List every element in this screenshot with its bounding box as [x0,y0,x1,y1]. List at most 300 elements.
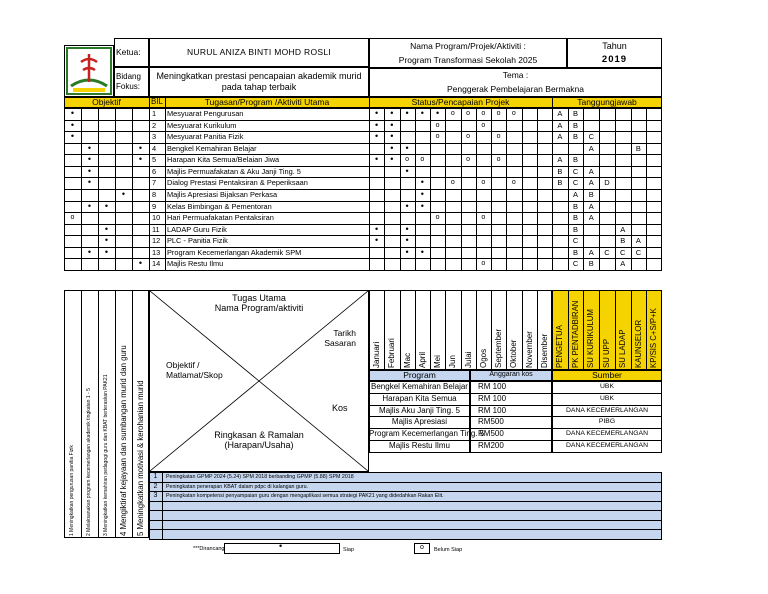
role-label: SU KURIKULUM [586,309,596,368]
grid-line [400,189,401,201]
grid-line [81,120,82,132]
grid-line [81,235,82,247]
responsibility-marker: C [619,247,626,257]
objective-marker: • [70,131,75,142]
grid-line [115,224,116,236]
grid-line [132,189,133,201]
status-marker: o [450,179,455,187]
budget-anggaran-label: Anggaran kos [489,371,533,378]
grid-line [165,108,166,120]
status-marker: o [435,121,440,129]
grid-line [461,120,462,132]
grid-line [646,120,647,132]
status-marker: • [390,142,394,153]
grid-line [81,212,82,224]
grid-line [506,189,507,201]
grid-line [461,177,462,189]
budget-sumber: DANA KECEMERLANGAN [566,406,648,414]
task-bil: 6 [152,166,157,176]
status-marker: o [481,179,486,187]
grid-line [491,189,492,201]
grid-line [522,131,523,143]
grid-line [476,224,477,236]
grid-line [599,212,600,224]
budget-program-label: Program [403,370,436,380]
grid-line [476,166,477,178]
grid-line [162,501,163,511]
grid-line [537,166,538,178]
grid-line [81,131,82,143]
responsibility-marker: A [557,109,563,118]
grid-line [476,189,477,201]
budget-program: Bengkel Kemahiran Belajar [371,382,468,391]
objective-marker: • [138,154,143,165]
grid-line [522,143,523,155]
grid-line [491,177,492,189]
grid-line [552,189,553,201]
task-bil: 2 [152,120,157,130]
status-marker: • [405,223,409,234]
grid-line [646,177,647,189]
grid-line [615,120,616,132]
grid-line [115,131,116,143]
grid-line [132,224,133,236]
grid-line [476,201,477,213]
responsibility-marker: B [573,224,579,234]
grid-line [98,189,99,201]
objective-text: 1 Meningkatkan pengurusan panitia Fizik [69,445,75,536]
task-name: Majlis Permuafakatan & Aku Janji Ting. 5 [167,166,301,176]
grid-line [81,224,82,236]
grid-line [461,290,462,370]
grid-line [415,224,416,236]
col-objektif: Objektif [92,97,121,107]
responsibility-marker: C [604,247,610,257]
grid-line [506,224,507,236]
grid-line [369,212,370,224]
status-marker: o [481,121,486,129]
grid-line [522,258,523,270]
budget-program: Harapan Kita Semua [382,393,457,403]
task-name: Harapan Kita Semua/Belaian Jiwa [167,155,280,165]
grid-line [132,290,133,538]
grid-line [384,224,385,236]
month-label: April [417,351,427,368]
budget-program: Majlis Aku Janji Ting. 5 [379,405,460,415]
grid-line [115,258,116,270]
grid-line [631,212,632,224]
grid-line [165,166,166,178]
task-bil: 14 [152,259,161,269]
responsibility-marker: A [557,132,563,142]
responsibility-marker: B [557,166,563,176]
program-name: Program Transformasi Sekolah 2025 [398,55,538,65]
grid-line [149,212,150,224]
grid-line [115,247,116,259]
grid-line [461,247,462,259]
grid-line [522,166,523,178]
status-marker: o [466,110,471,117]
responsibility-marker: C [572,166,579,176]
grid-line [537,154,538,166]
grid-line [631,224,632,236]
role-label: SU LADAP [617,329,627,368]
grid-line [132,131,133,143]
grid-line [506,212,507,224]
responsibility-marker: C [572,259,579,269]
col-tanggungjawab: Tanggungjawab [577,97,637,107]
grid-line [491,290,492,370]
objective-text: 4 Mengiktiraf kejayaan dan sumbangan murid dan guru [119,345,128,536]
grid-line [149,143,150,155]
status-marker: o [481,260,486,268]
grid-line [98,143,99,155]
grid-line [415,166,416,178]
grid-line [98,258,99,270]
grid-line [568,143,569,155]
status-marker: o [496,156,501,164]
task-bil: 9 [152,201,157,211]
grid-line [132,247,133,259]
grid-line [506,120,507,132]
grid-line [491,166,492,178]
task-bil: 5 [152,155,157,165]
grid-line [476,131,477,143]
grid-line [491,247,492,259]
grid-line [583,290,584,370]
grid-line [165,224,166,236]
task-name: Bengkel Kemahiran Belajar [167,143,257,153]
budget-program: Majlis Apresiasi [391,417,448,427]
grid-line [522,189,523,201]
col-bil: BIL [150,97,163,106]
task-bil: 4 [152,143,157,153]
grid-line [615,131,616,143]
grid-line [415,212,416,224]
grid-line [491,224,492,236]
budget-sumber: PIBG [598,418,616,426]
grid-line [384,177,385,189]
grid-line [615,201,616,213]
grid-line [552,258,553,270]
grid-line [476,143,477,155]
grid-line [165,258,166,270]
responsibility-marker: A [620,259,626,269]
grid-line [491,258,492,270]
grid-line [115,212,116,224]
task-name: Mesyuarat Panitia Fizik [167,132,244,142]
status-marker: • [390,108,394,118]
objective-marker: • [87,154,92,165]
objective-marker: • [87,142,92,153]
grid-line [132,120,133,132]
grid-line [165,177,166,189]
grid-line [583,224,584,236]
grid-line [369,143,370,155]
summary-num: 3 [153,492,158,499]
grid-line [599,201,600,213]
legend-belum: Belum Siap [434,547,463,553]
grid-line [430,189,431,201]
task-name: Program Kecemerlangan Akademik SPM [167,247,302,257]
grid-line [537,201,538,213]
grid-line [445,143,446,155]
grid-line [506,131,507,143]
grid-line [430,235,431,247]
grid-line [537,120,538,132]
role-label: KP/SIS C+S/P+K [649,308,659,368]
status-marker: o [481,110,486,117]
responsibility-marker: B [588,189,594,199]
grid-line [552,224,553,236]
grid-line [461,201,462,213]
month-label: Julai [463,351,473,368]
task-name: PLC - Panitia Fizik [167,236,228,246]
grid-line [646,247,647,259]
grid-line [583,154,584,166]
grid-line [384,201,385,213]
objective-marker: • [87,246,92,257]
grid-line [98,120,99,132]
tema-label: Tema : [502,70,529,80]
grid-line [476,235,477,247]
grid-line [384,235,385,247]
grid-line [506,235,507,247]
grid-line [445,201,446,213]
grid-line [98,212,99,224]
grid-line [599,154,600,166]
month-label: Jun [448,355,458,368]
grid-line [98,108,99,120]
grid-line [162,529,163,539]
grid-line [631,166,632,178]
grid-line [491,212,492,224]
grid-line [400,258,401,270]
grid-line [461,258,462,270]
col-tugasan: Tugasan/Program /Aktiviti Utama [204,97,330,107]
status-marker: o [481,214,486,222]
grid-line [445,235,446,247]
program-label: Nama Program/Projek/Aktiviti : [410,41,526,51]
grid-line [132,166,133,178]
grid-line [445,189,446,201]
grid-line [162,472,163,482]
summary-num: 1 [153,473,158,480]
grid-line [615,166,616,178]
budget-sumber-label: Sumber [592,370,622,380]
grid-line [149,166,150,178]
diagram-tarikh: Tarikh Sasaran [324,328,356,348]
summary-text: Peningkatan GPMP 2024 (5.24) SPM 2018 berbanding GPMP (5.88) SPM 2018 [166,474,354,480]
grid-line [165,212,166,224]
grid-line [537,235,538,247]
grid-line [599,120,600,132]
responsibility-marker: A [573,189,579,199]
budget-kos: RM 100 [478,393,507,403]
diagram-kos: Kos [332,403,348,413]
grid-line [599,166,600,178]
diagram-tugas-utama: Tugas Utama [232,293,286,303]
grid-line [599,290,600,370]
task-name: Dialog Prestasi Pentaksiran & Peperiksaan [167,178,308,188]
grid-line [552,247,553,259]
grid-line [646,189,647,201]
grid-line [506,143,507,155]
grid-line [599,189,600,201]
grid-line [599,258,600,270]
task-name: Mesyuarat Pengurusan [167,109,244,118]
grid-line [522,177,523,189]
summary-num: 2 [153,482,158,490]
status-marker: o [496,133,501,141]
grid-line [445,131,446,143]
grid-line [461,212,462,224]
grid-line [631,290,632,370]
tahun-value: 2019 [601,54,628,65]
status-marker: o [405,156,410,164]
grid-line [599,143,600,155]
task-name: Majlis Apresiasi Bijaksan Perkasa [167,189,278,199]
grid-line [522,108,523,120]
grid-line [631,201,632,213]
grid-line [491,143,492,155]
role-label: SU UPP [602,338,612,368]
grid-line [568,290,569,370]
status-marker: • [375,235,379,246]
grid-line [149,108,150,120]
grid-line [98,131,99,143]
grid-line [149,120,150,132]
grid-line [491,120,492,132]
grid-line [369,247,370,259]
grid-line [445,247,446,259]
grid-line [583,235,584,247]
grid-line [165,131,166,143]
grid-line [646,235,647,247]
grid-line [415,120,416,132]
tahun-label: Tahun [602,41,627,51]
task-bil: 3 [152,132,157,142]
grid-line [430,201,431,213]
objective-marker: • [70,119,75,130]
responsibility-marker: A [620,224,626,234]
grid-line [384,258,385,270]
grid-line [646,201,647,213]
role-label: PK PENTADBIRAN [570,300,580,368]
grid-line [506,290,507,370]
task-name: LADAP Guru Fizik [167,224,227,234]
responsibility-marker: C [635,247,642,257]
grid-line [646,108,647,120]
grid-line [81,258,82,270]
grid-line [506,154,507,166]
budget-sumber: DANA KECEMERLANGAN [566,430,648,438]
grid-line [415,143,416,155]
grid-line [537,247,538,259]
status-marker: o [450,110,455,117]
objective-marker: • [87,177,92,188]
col-status: Status/Pencapaian Projek [411,97,510,107]
status-marker: • [375,108,379,118]
grid-line [98,290,99,538]
grid-line [615,212,616,224]
status-marker: • [405,108,409,118]
budget-kos: RM200 [478,441,504,450]
responsibility-marker: C [572,178,579,188]
grid-line [506,166,507,178]
task-bil: 13 [152,247,161,257]
budget-sumber: UBK [600,394,614,402]
grid-line [430,258,431,270]
responsibility-marker: A [588,247,594,257]
objective-marker: • [104,223,109,234]
grid-line [369,258,370,270]
grid-line [631,189,632,201]
grid-line [384,212,385,224]
grid-line [445,120,446,132]
grid-line [165,143,166,155]
diagram-nama-program: Nama Program/aktiviti [214,303,304,313]
responsibility-marker: D [604,178,610,188]
grid-line [115,177,116,189]
grid-line [115,120,116,132]
status-marker: • [405,165,409,176]
grid-line [165,189,166,201]
grid-line [132,108,133,120]
grid-line [149,201,150,213]
grid-line [506,247,507,259]
grid-line [81,108,82,120]
grid-line [430,166,431,178]
grid-line [149,131,150,143]
task-bil: 11 [152,224,160,234]
legend-dirancang: ***Dirancang [193,546,225,552]
tema-text: Penggerak Pembelajaran Bermakna [446,84,585,94]
task-bil: 1 [152,109,157,118]
month-label: Mac [402,352,412,368]
diagram-ringkasan: Ringkasan & Ramalan [214,430,304,440]
grid-line [132,177,133,189]
grid-line [415,290,416,370]
grid-line [165,235,166,247]
grid-line [384,189,385,201]
summary-row [149,529,662,540]
grid-line [162,520,163,530]
grid-line [149,154,150,166]
budget-sumber: DANA KECEMERLANGAN [566,442,648,449]
grid-line [165,154,166,166]
budget-kos: RM 100 [478,382,507,391]
grid-line [615,189,616,201]
grid-line [506,258,507,270]
objective-marker: • [138,142,143,153]
crest-icon [65,46,113,96]
task-bil: 7 [152,178,157,188]
status-marker: • [420,200,424,211]
status-marker: • [390,154,394,165]
bidang-label: Bidang Fokus: [116,72,141,91]
responsibility-marker: A [588,178,594,188]
month-label: Ogos [478,348,488,368]
grid-line [599,131,600,143]
grid-line [476,290,477,370]
grid-line [162,482,163,492]
grid-line [522,120,523,132]
grid-line [149,189,150,201]
grid-line [631,120,632,132]
budget-program: Program Kecemerlangan Ting. 5 [369,429,485,439]
grid-line [646,224,647,236]
